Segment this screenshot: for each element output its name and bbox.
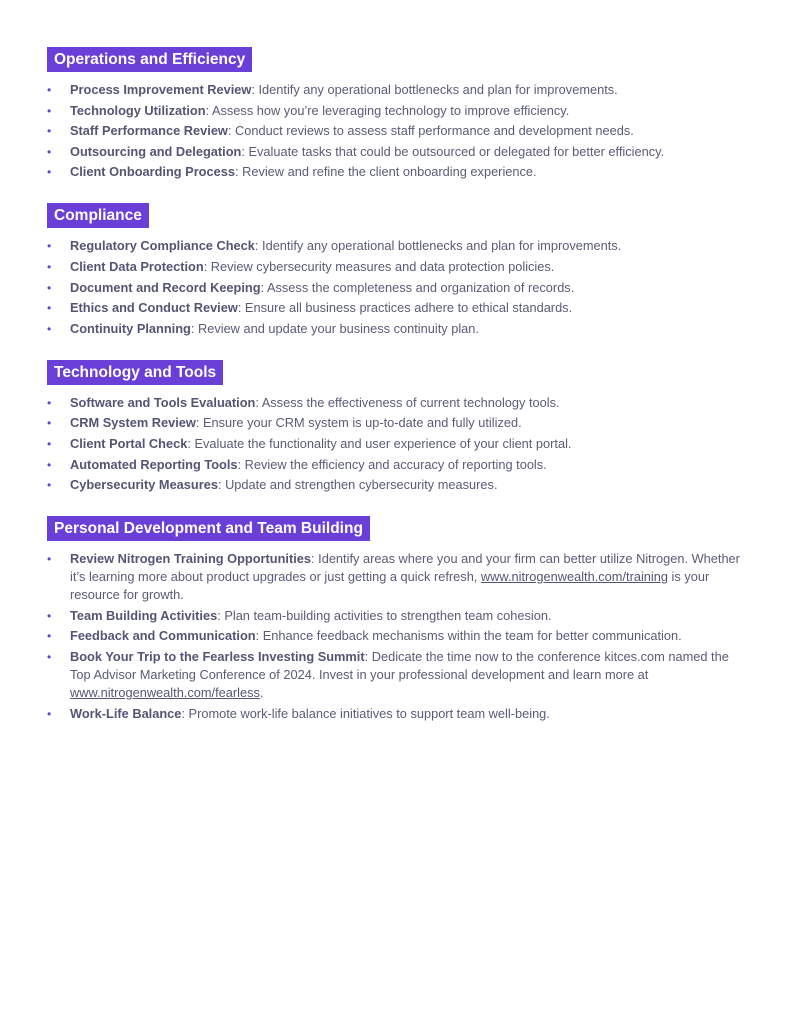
bullet-icon: • (47, 416, 52, 431)
section-technology-tools (47, 360, 747, 494)
list-item (47, 237, 747, 255)
item-text: : Ensure your CRM system is up-to-date and fully utilized. (195, 415, 522, 431)
bullet-icon: • (47, 395, 52, 410)
item-text: : Plan team-building activities to strengthen team cohesion. (217, 607, 552, 623)
section-operations-efficiency (47, 47, 747, 181)
item-term: CRM System Review (70, 415, 196, 431)
list-item (47, 476, 747, 494)
item-term: Technology Utilization (70, 102, 206, 118)
list-item (47, 102, 747, 120)
list-item (47, 258, 747, 276)
item-term: Process Improvement Review (70, 82, 252, 97)
item-text: : Ensure all business practices adhere to ethical standards. (237, 300, 573, 316)
bullet-icon: • (47, 552, 52, 567)
item-text: : Promote work-life balance initiatives to support team well-being. (181, 705, 550, 721)
item-text: : Identify any operational bottlenecks and plan for improvements. (254, 238, 622, 254)
item-text: : Enhance feedback mechanisms within the team for better communication. (255, 628, 682, 644)
list-item (47, 143, 747, 161)
list-item (47, 122, 747, 140)
list-item (47, 414, 747, 432)
item-term: Cybersecurity Measures (70, 477, 218, 493)
item-term: Automated Reporting Tools (70, 456, 238, 472)
list-item (47, 279, 747, 297)
item-term: Software and Tools Evaluation (70, 394, 256, 410)
item-text: : Dedicate the time now to the conference kitces.com named the Top Advisor Marketing Conference of 2024. Invest in your professional development and learn more at (70, 648, 729, 682)
item-term: Client Data Protection (70, 258, 204, 274)
list-item (47, 435, 747, 453)
item-term: Client Onboarding Process (70, 164, 235, 180)
bullet-icon: • (47, 83, 52, 97)
item-text: : Review cybersecurity measures and data protection policies. (203, 258, 555, 274)
item-term: Work-Life Balance (70, 705, 182, 721)
bullet-icon: • (47, 103, 52, 118)
item-term: Document and Record Keeping (70, 279, 261, 295)
section-heading: Operations and Efficiency (47, 47, 252, 72)
list-item (47, 81, 747, 99)
item-term: Team Building Activities (70, 607, 218, 623)
bullet-icon: • (47, 629, 52, 644)
bullet-icon: • (47, 457, 52, 472)
bullet-icon: • (47, 124, 52, 139)
list-item (47, 456, 747, 474)
item-text: : Review the efficiency and accuracy of reporting tools. (237, 456, 547, 472)
bullet-icon: • (47, 478, 52, 493)
checklist-page (47, 47, 747, 745)
bullet-icon: • (47, 436, 52, 451)
bullet-icon: • (47, 608, 52, 623)
checklist (47, 237, 747, 337)
section-compliance (47, 203, 747, 337)
checklist (47, 394, 747, 494)
list-item (47, 705, 747, 723)
list-item (47, 163, 747, 181)
section-personal-development (47, 516, 747, 722)
item-text: : Evaluate tasks that could be outsourced or delegated for better efficiency. (241, 143, 665, 159)
item-term: Feedback and Communication (70, 628, 256, 644)
item-text: : Assess the completeness and organization of records. (260, 279, 575, 295)
item-term: Ethics and Conduct Review (70, 300, 238, 316)
bullet-icon: • (47, 280, 52, 295)
item-text: : Assess the effectiveness of current technology tools. (255, 394, 560, 410)
bullet-icon: • (47, 301, 52, 316)
checklist (47, 81, 747, 181)
fearless-link[interactable]: www.nitrogenwealth.com/fearless (70, 684, 260, 700)
item-text: : Update and strengthen cybersecurity measures. (217, 477, 498, 493)
checklist (47, 550, 747, 722)
bullet-icon: • (47, 165, 52, 180)
bullet-icon: • (47, 239, 52, 254)
item-term: Review Nitrogen Training Opportunities (70, 551, 312, 567)
list-item (47, 320, 747, 338)
item-term: Outsourcing and Delegation (70, 143, 242, 159)
bullet-icon: • (47, 321, 52, 336)
item-text-after: is your resource for growth. (70, 569, 710, 603)
list-item (47, 299, 747, 317)
item-text-after: . (259, 684, 264, 700)
item-text: : Identify areas where you and your firm can better utilize Nitrogen. Whether it’s learning more about product upgrades or just getting a quick refresh, (70, 551, 740, 585)
list-item (47, 550, 747, 604)
list-item (47, 607, 747, 625)
item-text: : Assess how you’re leveraging technology to improve efficiency. (205, 102, 570, 118)
item-text: : Evaluate the functionality and user experience of your client portal. (187, 435, 572, 451)
training-link[interactable]: www.nitrogenwealth.com/training (480, 569, 668, 585)
section-heading: Technology and Tools (47, 360, 223, 385)
item-term: Staff Performance Review (70, 123, 228, 139)
item-term: Client Portal Check (70, 435, 188, 451)
item-text: : Conduct reviews to assess staff performance and development needs. (227, 123, 634, 139)
section-heading: Personal Development and Team Building (47, 516, 370, 541)
section-heading: Compliance (47, 203, 149, 228)
list-item (47, 648, 747, 702)
bullet-icon: • (47, 706, 52, 721)
bullet-icon: • (47, 144, 52, 159)
item-term: Book Your Trip to the Fearless Investing Summit (70, 648, 365, 664)
bullet-icon: • (47, 259, 52, 274)
list-item (47, 394, 747, 412)
item-text: : Review and refine the client onboarding experience. (234, 164, 537, 180)
item-term: Continuity Planning (70, 320, 191, 336)
item-term: Regulatory Compliance Check (70, 238, 255, 254)
list-item (47, 627, 747, 645)
item-text: : Review and update your business continuity plan. (190, 320, 479, 336)
bullet-icon: • (47, 649, 52, 664)
item-text: : Identify any operational bottlenecks and plan for improvements. (251, 82, 618, 97)
